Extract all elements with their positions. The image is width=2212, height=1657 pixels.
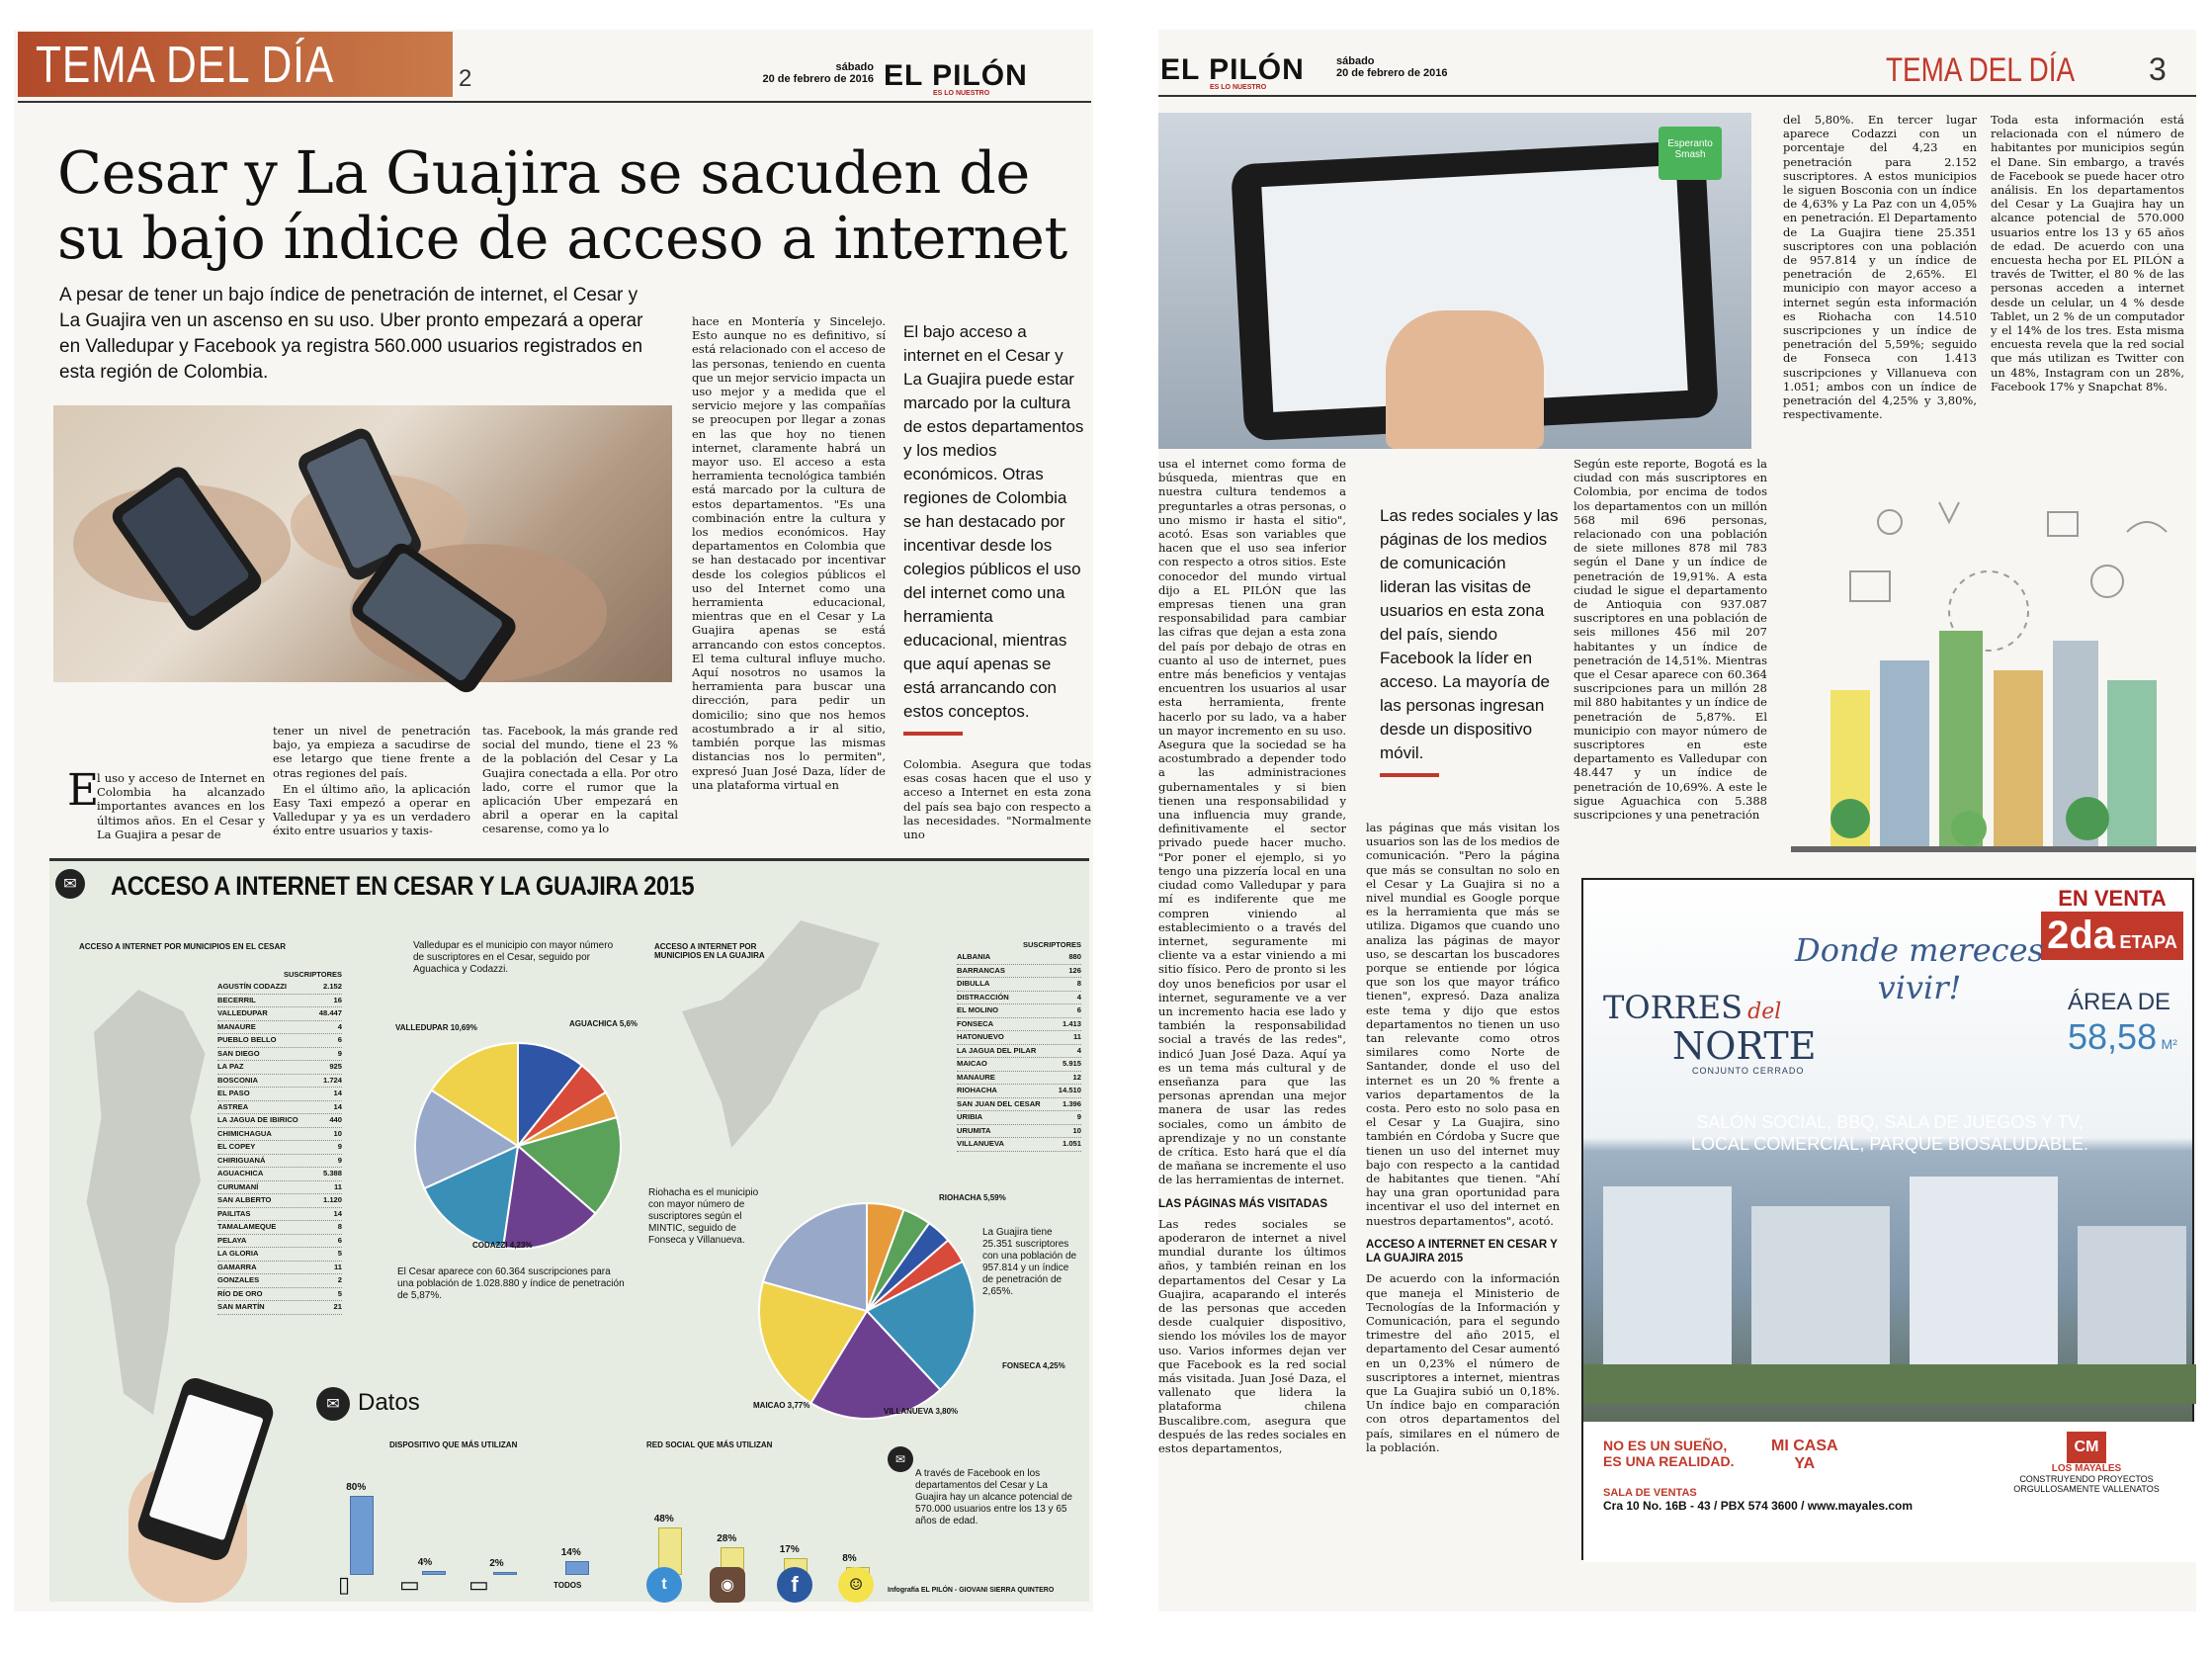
cesar-row-value: 11 (333, 1262, 342, 1271)
cesar-row-value: 11 (333, 1181, 342, 1191)
cesar-row (217, 1288, 342, 1302)
cesar-row-name: AGUSTÍN CODAZZI (217, 982, 288, 991)
tablet-photo (1158, 113, 1751, 449)
facebook-note-icon: ✉ (888, 1446, 913, 1472)
ad-area-label: ÁREA DE (2068, 989, 2171, 1015)
guajira-row-value: 4 (1076, 992, 1081, 1002)
ad-sales (1603, 1487, 1979, 1513)
facebook-note: A través de Facebook en los departamentos del Cesar y La Guajira hay un alcance potencial de 570.000 usuarios entre los 13 y 65 años de edad. (915, 1468, 1072, 1526)
cesar-row-value: 10 (333, 1128, 342, 1138)
cesar-row-value: 6 (337, 1035, 342, 1044)
body-col-2-para-1: tener un nivel de penetración bajo, ya empieza a sacudirse de ese letargo que tiene frente a otras regiones del país. (273, 724, 470, 780)
cesar-row-value: 6 (337, 1235, 342, 1245)
ad-bottom (1583, 1422, 2196, 1562)
cesar-row-value: 2 (337, 1275, 342, 1284)
right-col-3 (1574, 457, 1767, 878)
ad-micasa-2: YA (1794, 1455, 1816, 1472)
cesar-row-name: BOSCONIA (217, 1075, 258, 1085)
body-col-3-text: tas. Facebook, la más grande red social del mundo, tiene el 23 % de la población del Cesar y La Guajira conectada a ella. Por otro lado, corre el rumor que la aplicación Uber empezará en abril a operar en la capital cesarense, como ya lo (482, 724, 678, 836)
cesar-row-name: CURUMANÍ (217, 1181, 259, 1191)
guajira-row (957, 1045, 1081, 1059)
real-estate-ad (1581, 878, 2194, 1560)
cesar-row (217, 1235, 342, 1249)
date-full: 20 de febrero de 2016 (762, 73, 874, 85)
cesar-header: ACCESO A INTERNET POR MUNICIPIOS EN EL CESAR (79, 942, 287, 951)
device-title: DISPOSITIVO QUE MÁS UTILIZAN (389, 1440, 518, 1449)
device-bar-label: 14% (560, 1547, 581, 1558)
page-number-right: 3 (2149, 51, 2167, 87)
ad-builder-box (1983, 1432, 2190, 1494)
right-page (1158, 30, 2196, 1612)
guajira-row (957, 1004, 1081, 1018)
guajira-row-value: 880 (1068, 952, 1081, 961)
guajira-row (957, 1018, 1081, 1032)
device-bar-celular (350, 1496, 374, 1575)
cesar-row-value: 14 (333, 1208, 342, 1218)
body-col-1-text: l uso y acceso de Internet en Colombia ha alcanzado importantes avances en los últimos años. En el Cesar y La Guajira a pesar de (97, 771, 265, 841)
guajira-row-value: 1.396 (1062, 1098, 1081, 1108)
cesar-row-name: CHIRIGUANÁ (217, 1155, 266, 1165)
social-icons (638, 1567, 890, 1605)
right-col-5-text: Toda esta información está relacionada con el número de habitantes por municipios según el Dane. Sin embargo, a través de Facebook se puede hacer otro análisis. En los departamentos del Cesar y La Guajira hay un alcance potencial de 570.000 usuarios entre los 13 y 65 años de edad. De acuerdo con una encuesta hecha por EL PILÓN a través de Twitter, el 80 % de las personas acceden a internet desde un celular, un 4 % desde Tablet, un 2 % de un computador y el 14% de los tres. Esta misma encuesta revela que la red social que más utilizan es Twitter con un 48%, Instagram con un 28%, Facebook 17% y Snapchat 8%. (1991, 113, 2184, 393)
cesar-row (217, 1155, 342, 1169)
pull-quote-rule (903, 732, 963, 736)
guajira-row-name: URUMITA (957, 1125, 991, 1135)
social-bar-chart (638, 1452, 890, 1575)
hand-phone-illustration (119, 1375, 267, 1593)
body-col-4-text: hace en Montería y Sincelejo. Esto aunque no es definitivo, sí está relacionado con el acceso de las personas, teniendo en cuenta que un mejor servicio impacta un uso mejor y a medida que el servicio mejore y las compañías se preocupen por llegar a zonas en las que hoy no tienen internet, claramente habrá un mayor uso. El acceso a esta herramienta tecnológica también está marcado por la cultura de estos departamentos. "Es una combinación entre la cultura y los medios económicos. Hay departamentos en Colombia que se han destacado por incentivar desde los colegios públicos el uso del Internet como una herramienta educacional, mientras que en el Cesar y La Guajira apenas se está arrancando con estos conceptos. El tema cultural influye mucho. Aquí nosotros no usamos la herramienta para buscar una dirección, para pedir un domicilio; sino que nos hemos acostumbrado a ir al sitio, también porque las mismas distancias nos lo permiten", expresó Juan José Daza, líder de una plataforma virtual en (692, 314, 886, 792)
lede: A pesar de tener un bajo índice de penetración de internet, el Cesar y La Guajira ven un ascenso en su uso. Uber pronto empezará a operar en Valledupar y Facebook ya registra 560.000 usuarios registrados en esta región de Colombia. (59, 285, 643, 383)
guajira-pie-chart (753, 1197, 980, 1425)
device-bar-chart (326, 1452, 613, 1575)
twitter-icon: t (646, 1567, 682, 1603)
facebook-icon: f (777, 1567, 812, 1603)
cesar-list (217, 970, 342, 1315)
guajira-pie-label-maicao: MAICAO 3,77% (753, 1401, 810, 1410)
guajira-row-name: RIOHACHA (957, 1086, 997, 1094)
cesar-row-value: 5.388 (322, 1169, 342, 1177)
guajira-row-name: LA JAGUA DEL PILAR (957, 1045, 1037, 1055)
guajira-row-value: 5.915 (1062, 1059, 1081, 1068)
cesar-row-name: ASTREA (217, 1101, 249, 1111)
ad-dream (1603, 1438, 1735, 1469)
guajira-row-value: 10 (1072, 1125, 1081, 1135)
guajira-row (957, 1098, 1081, 1112)
guajira-row (957, 1125, 1081, 1139)
pull-quote-text: El bajo acceso a internet en el Cesar y La Guajira puede estar marcado por la cultura de estos departamentos y los medios económicos. Otras regiones de Colombia se han destacado por incentivar desde los colegios públicos el uso del internet como una herramienta educacional, mientras que aquí apenas se está arrancando con estos conceptos. (903, 322, 1084, 721)
ad-builder-tag: CONSTRUYENDO PROYECTOS ORGULLOSAMENTE VALLENATOS (2013, 1474, 2160, 1494)
ad-amenities-2: LOCAL COMERCIAL, PARQUE BIOSALUDABLE. (1690, 1134, 2089, 1154)
device-bar-label: 4% (417, 1557, 433, 1568)
section-title-right: TEMA DEL DÍA (1886, 51, 2076, 89)
guajira-list (957, 940, 1081, 1152)
cesar-row-value: 1.120 (322, 1195, 342, 1204)
guajira-row-value: 11 (1072, 1032, 1081, 1041)
snapchat-icon: ☺ (838, 1567, 874, 1603)
cesar-row (217, 1034, 342, 1048)
cesar-row (217, 1141, 342, 1155)
body-col-3 (482, 724, 678, 852)
cesar-row-value: 8 (337, 1222, 342, 1231)
cesar-row-name: PUEBLO BELLO (217, 1035, 277, 1044)
social-bar-label: 17% (779, 1544, 800, 1555)
cesar-row (217, 1088, 342, 1101)
cesar-row-value: 16 (333, 995, 342, 1004)
cesar-row (217, 1007, 342, 1021)
page-number: 2 (459, 65, 472, 92)
guajira-subs-label: SUSCRIPTORES (1022, 940, 1081, 949)
cesar-row (217, 1168, 342, 1181)
cesar-row-name: GAMARRA (217, 1262, 257, 1271)
body-col-1 (97, 771, 265, 850)
city-illustration (1791, 463, 2196, 878)
paper-logo: EL PILÓN (884, 59, 1028, 92)
ad-area (2068, 989, 2186, 1058)
guajira-row-name: URIBIA (957, 1112, 983, 1121)
ad-micasa (1771, 1438, 1838, 1473)
body-col-2 (273, 724, 470, 852)
datos-icon: ✉ (316, 1387, 350, 1421)
headline-line-2: su bajo índice de acceso a internet (57, 204, 1067, 272)
guajira-header: ACCESO A INTERNET POR MUNICIPIOS EN LA GUAJIRA (654, 942, 765, 960)
cesar-row (217, 995, 342, 1008)
infographic-title: ACCESO A INTERNET EN CESAR Y LA GUAJIRA 2015 (111, 871, 695, 901)
guajira-row (957, 1111, 1081, 1125)
right-col-1-text-b: Las redes sociales se apoderaron de internet a nivel mundial durante los últimos años, y también reinan en los departamentos del Cesar y La Guajira, acaparando el interés de las personas que acceden desde cualquier dispositivo, siendo los móviles los de mayor uso. Varios informes dejan ver que Facebook es la red social más visitada. Juan José Daza, el vallenato que lidera la plataforma chilena Buscalibre.com, asegura que después de las redes sociales en estos departamentos, (1158, 1216, 1346, 1456)
headline-line-1: Cesar y La Guajira se sacuden de (57, 138, 1030, 207)
guajira-pie-label-fonseca: FONSECA 4,25% (1002, 1361, 1065, 1370)
date-day: sábado (835, 61, 874, 73)
guajira-pie-label-riohacha: RIOHACHA 5,59% (939, 1193, 1006, 1202)
pull-quote-2 (1380, 504, 1560, 801)
cesar-row-value: 1.724 (322, 1075, 342, 1085)
cesar-row (217, 1181, 342, 1195)
right-col-4-text: del 5,80%. En tercer lugar aparece Codazzi con un porcentaje del 4,23 en penetración para 2.152 suscriptores. A estos municipios le siguen Bosconia con un índice de 4,63% y La Paz con un 4,05% en penetración. El Departamento de La Guajira tiene 25.351 suscriptores con una población de 957.814 y un índice de penetración de 2,65%. El municipio con mayor acceso a internet según esta información es Riohacha con 14.510 suscripciones y un índice de penetración del 5,59%; seguido de Fonseca con 1.413 suscripciones y Villanueva con 1.051; ambos con un índice de penetración del 4,25% y 3,80%, respectivamente. (1783, 113, 1977, 422)
pull-quote-2-rule (1380, 773, 1439, 777)
cesar-row-value: 9 (337, 1155, 342, 1165)
ad-amenities (1643, 1111, 2137, 1155)
phone-icon: ▯ (338, 1573, 351, 1598)
guajira-row (957, 1072, 1081, 1086)
guajira-row (957, 1031, 1081, 1045)
paper-tagline-right: ES LO NUESTRO (1210, 84, 1267, 91)
guajira-rows (957, 951, 1081, 1152)
guajira-row (957, 1085, 1081, 1098)
cesar-row-value: 48.447 (318, 1008, 342, 1017)
date-full-right: 20 de febrero de 2016 (1336, 67, 1448, 79)
right-col-3-text: Según este reporte, Bogotá es la ciudad con más suscriptores en Colombia, por encima de todos los departamentos con un millón 568 mil 696 personas, relacionado con una población de siete millones 878 mil 783 según el Dane y un índice de penetración de 19,91%. A esta ciudad le sigue el departamento de Antioquia con 937.087 suscriptores en una población de seis millones 456 mil 207 habitantes y un índice de penetración de 14,51%. Mientras que el Cesar aparece con 60.364 suscripciones para un millón 28 mil 880 habitantes y un índice de penetración de 5,87%. El municipio con mayor número de suscriptores en este departamento es Valledupar con 48.447 y un índice de penetración de 10,69%. A este le sigue Aguachica con 5.388 suscripciones y una penetración (1574, 457, 1767, 823)
guajira-row-name: BARRANCAS (957, 965, 1005, 975)
guajira-row-name: MAICAO (957, 1059, 987, 1068)
laptop-icon: ▭ (399, 1573, 420, 1598)
cesar-pie-chart (409, 1037, 627, 1255)
guajira-row (957, 965, 1081, 979)
cesar-row (217, 1075, 342, 1089)
cesar-row-name: LA PAZ (217, 1062, 244, 1071)
cesar-row-value: 4 (337, 1021, 342, 1031)
cesar-subs-label: SUSCRIPTORES (283, 970, 342, 979)
cesar-row-name: SAN ALBERTO (217, 1195, 272, 1204)
guajira-pie-note: Riohacha es el municipio con mayor número de suscriptores según el MINTIC, seguido de Fonseca y Villanueva. (648, 1187, 759, 1246)
ad-sales-label: SALA DE VENTAS (1603, 1487, 1697, 1499)
infographic-icon: ✉ (55, 869, 85, 899)
masthead (706, 59, 1091, 99)
cesar-row (217, 1021, 342, 1035)
guajira-row (957, 978, 1081, 992)
guajira-row (957, 1058, 1081, 1072)
cesar-row-value: 14 (333, 1089, 342, 1097)
body-col-5 (903, 757, 1091, 852)
cesar-row-name: SAN DIEGO (217, 1048, 260, 1058)
guajira-row (957, 951, 1081, 965)
cesar-row-name: LA GLORIA (217, 1249, 259, 1258)
infographic (49, 858, 1089, 1602)
ad-slogan-line-2: vivir! (1877, 969, 1962, 1006)
cesar-row-name: SAN MARTÍN (217, 1302, 265, 1311)
guajira-row (957, 992, 1081, 1005)
cesar-pie-label-valledupar: VALLEDUPAR 10,69% (395, 1023, 477, 1032)
instagram-icon: ◉ (710, 1567, 745, 1603)
phones-illustration (53, 405, 672, 682)
social-bar-label: 8% (842, 1553, 857, 1564)
right-col-2-text: las páginas que más visitan los usuarios son las de los medios de comunicación. "Pero la página que más se consultan no solo en el Cesar y La Guajira si no a nivel mundial es Google porque es la herramienta que más se utiliza. Digamos que cuando uno analiza las páginas de mayor uso, se descartan los buscadores porque se entiende por lógica que son los que mayor tráfico tienen", expresó. Daza analiza este tema y dijo que estos departamentos no tienen un uso tan relevante como otros similares como Norte de Santander, donde el uso del internet es un 20 % frente a varios departamentos de la costa. Pero esto no solo pasa en el Cesar y La Guajira, sino también en Córdoba y Sucre que tienen un uso del internet muy bajo con respecto a la cantidad de habitantes que tienen. "Ahí hay una gran oportunidad para incentivar el uso del internet en nuestros departamentos", acotó. (1366, 821, 1560, 1228)
ad-brand-2: NORTE (1672, 1024, 1817, 1068)
guajira-row-value: 1.051 (1062, 1139, 1081, 1148)
device-bar-label: 2% (489, 1558, 504, 1569)
body-col-4 (692, 314, 886, 854)
cesar-row-name: RÍO DE ORO (217, 1288, 263, 1298)
ad-sale-line-1: EN VENTA (2058, 886, 2167, 911)
paper-logo-right: EL PILÓN (1160, 53, 1305, 86)
ad-area-value: 58,58 (2068, 1016, 2158, 1057)
tablet-badge: Esperanto Smash (1659, 127, 1722, 180)
body-col-2-para-2: En el último año, la aplicación Easy Taxi empezó a operar en Valledupar y ya es un verdadero éxito entre usuarios y taxis- (273, 781, 470, 838)
right-col-5 (1991, 113, 2184, 482)
phones-photo (53, 405, 672, 682)
device-icons (330, 1573, 617, 1603)
right-col-2-text-b: De acuerdo con la información que maneja el Ministerio de Tecnologías de la Información y Comunicación, para el segundo trimestre del año 2015, el departamento del Cesar aumentó en un 0,23% el número de suscriptores a internet, mientras que La Guajira subió un 0,18%. Un índice bajo en comparación con otros departamentos del país, similares en el número de la población. (1366, 1271, 1560, 1454)
social-title: RED SOCIAL QUE MÁS UTILIZAN (646, 1440, 773, 1449)
cesar-row-name: BECERRIL (217, 995, 256, 1004)
pull-quote-2-text: Las redes sociales y las páginas de los medios de comunicación lideran las visitas de usuarios en esta zona del país, siendo Facebook la líder en acceso. La mayoría de las personas ingresan desde un dispositivo móvil. (1380, 506, 1559, 762)
cesar-row (217, 1194, 342, 1208)
guajira-total-note: La Guajira tiene 25.351 suscriptores con una población de 957.814 y un índice de penetración de 2,65%. (982, 1227, 1077, 1297)
headline (57, 140, 1085, 271)
dropcap: E (67, 765, 100, 816)
guajira-row-value: 14.510 (1058, 1086, 1081, 1094)
device-todos-label: TODOS (553, 1581, 582, 1590)
masthead-right (1158, 53, 1514, 93)
cesar-row-name: AGUACHICA (217, 1169, 264, 1177)
right-col-1-text: usa el internet como forma de búsqueda, mientras que en nuestra cultura tendemos a preguntarles a otras personas, o uno mismo ir hasta el sitio", acotó. Esas son variables que hacen que el uso sea inferior con respecto a otros sitios. Este conocedor del mundo virtual dijo a EL PILÓN que las empresas tienen una gran responsabilidad para cambiar las cifras que dejan a esta zona del país por debajo de otras en cuanto al uso de internet, pues entre más beneficios y ventajas encuentren los usuarios al usar esta herramienta, frente hacerlo por su lado, va a haber un mayor incremento en su uso. Asegura que la sociedad se ha acostumbrado a depender todo a las administraciones gubernamentales y si bien tienen una responsabilidad y una influencia muy grande, definitivamente el sector privado puede hacer mucho. "Por poner el ejemplo, si yo tengo una pizzería local en una ciudad como Valledupar y para mí es indiferente que me compren viniendo al establecimiento o a través del internet, seguramente mi cliente va a estar viniendo a mi sitio físico. Pero de pronto si les doy unos beneficios por usar el internet, seguramente ve a ver un incremento hacia ese lado y también la responsabilidad social a través de las redes", indicó Juan José Daza. Aquí ya es un tema más cultural y de enseñanza para que las personas aprendan una mejor manera de usar las redes sociales, como un ámbito de aprendizaje y no un constante de crítica. Esto hará que el día de mañana se incremente el uso de las herramientas de internet. (1158, 457, 1346, 1187)
cesar-row-value: 9 (337, 1142, 342, 1151)
tablet-icon: ▭ (468, 1573, 489, 1598)
right-col-2-subhead: ACCESO A INTERNET EN CESAR Y LA GUAJIRA 2015 (1366, 1238, 1558, 1265)
cesar-row-value: 5 (337, 1288, 342, 1298)
ad-area-unit: M² (2161, 1036, 2177, 1052)
guajira-row-name: DISTRACCIÓN (957, 992, 1009, 1002)
guajira-row-value: 9 (1076, 1112, 1081, 1121)
ad-amenities-1: SALÓN SOCIAL, BBQ, SALA DE JUEGOS Y TV, (1696, 1112, 2084, 1132)
pull-quote (903, 320, 1085, 745)
guajira-pie-label-villanueva: VILLANUEVA 3,80% (884, 1407, 959, 1416)
ad-sale-line-3: ETAPA (2119, 932, 2177, 952)
cesar-row (217, 1248, 342, 1262)
guajira-row-name: SAN JUAN DEL CESAR (957, 1098, 1041, 1108)
ad-brand-del: del (1747, 1000, 1782, 1024)
guajira-row-value: 8 (1076, 979, 1081, 988)
cesar-pie-label-codazzi: CODAZZI 4,23% (472, 1241, 533, 1250)
guajira-row-name: HATONUEVO (957, 1032, 1004, 1041)
social-bar-label: 48% (653, 1514, 674, 1525)
cesar-row (217, 1262, 342, 1275)
cesar-row (217, 1061, 342, 1075)
device-bar-label: 80% (346, 1482, 367, 1493)
ad-builder-logo: CM (2067, 1432, 2106, 1463)
cesar-total-note: El Cesar aparece con 60.364 suscripciones para una población de 1.028.880 y índice de penetración de 5,87%. (397, 1266, 625, 1301)
cesar-row-value: 9 (337, 1048, 342, 1058)
left-page (14, 30, 1093, 1612)
ad-dream-2: ES UNA REALIDAD. (1603, 1453, 1735, 1469)
cesar-row-value: 21 (333, 1302, 342, 1311)
cesar-row (217, 1128, 342, 1142)
rule (18, 101, 1091, 103)
ad-buildings (1583, 1167, 2196, 1404)
guajira-row-value: 6 (1076, 1005, 1081, 1014)
ad-sale-badge (2038, 886, 2186, 960)
section-title: TEMA DEL DÍA (36, 37, 335, 94)
date-day-right: sábado (1336, 55, 1375, 67)
cesar-row-value: 925 (329, 1062, 342, 1071)
ad-brand-sub: CONJUNTO CERRADO (1692, 1066, 1805, 1076)
cesar-row-name: PAILITAS (217, 1208, 251, 1218)
cesar-map (79, 990, 227, 1415)
cesar-row-value: 2.152 (322, 982, 342, 991)
guajira-row-value: 126 (1068, 965, 1081, 975)
cesar-row-name: EL PASO (217, 1089, 250, 1097)
guajira-row-value: 1.413 (1062, 1018, 1081, 1028)
cesar-row-name: TAMALAMEQUE (217, 1222, 277, 1231)
datos-title: Datos (358, 1389, 420, 1416)
right-col-1 (1158, 457, 1346, 1456)
cesar-row-name: CHIMICHAGUA (217, 1128, 272, 1138)
cesar-pie-note: Valledupar es el municipio con mayor número de suscriptores en el Cesar, seguido por Aguachica y Codazzi. (413, 940, 614, 975)
cesar-row (217, 1221, 342, 1235)
cesar-row-name: LA JAGUA DE IBIRICO (217, 1115, 298, 1124)
cesar-row (217, 1274, 342, 1288)
cesar-row-name: GONZALES (217, 1275, 260, 1284)
ad-micasa-1: MI CASA (1771, 1438, 1838, 1454)
cesar-row-value: 5 (337, 1249, 342, 1258)
cesar-row-value: 440 (329, 1115, 342, 1124)
paper-tagline: ES LO NUESTRO (933, 90, 990, 97)
ad-brand-1: TORRES (1603, 989, 1744, 1026)
infographic-credit: Infografía EL PILÓN - GIOVANI SIERRA QUINTERO (888, 1587, 1055, 1594)
cesar-row-value: 14 (333, 1101, 342, 1111)
guajira-row-name: VILLANUEVA (957, 1139, 1004, 1148)
right-col-4 (1783, 113, 1977, 482)
guajira-row-name: FONSECA (957, 1018, 994, 1028)
ad-dream-1: NO ES UN SUEÑO, (1603, 1438, 1728, 1453)
guajira-row (957, 1138, 1081, 1152)
rule-right (1158, 95, 2196, 97)
section-banner-right (1886, 47, 2194, 97)
cesar-row (217, 1048, 342, 1062)
cesar-row-name: EL COPEY (217, 1142, 256, 1151)
cesar-row (217, 1114, 342, 1128)
cesar-row-name: MANAURE (217, 1021, 256, 1031)
guajira-row-value: 4 (1076, 1045, 1081, 1055)
ad-slogan-line-1: Donde mereces (1795, 931, 2044, 969)
ad-sale-badge-block (2041, 912, 2183, 960)
right-col-2 (1366, 821, 1560, 1582)
social-bar-label: 28% (717, 1533, 737, 1544)
ad-sale-line-2: 2da (2047, 914, 2116, 957)
cesar-row (217, 1208, 342, 1222)
cesar-pie-label-aguachica: AGUACHICA 5,6% (569, 1019, 638, 1028)
right-col-1-subhead: LAS PÁGINAS MÁS VISITADAS (1158, 1197, 1328, 1210)
cesar-row (217, 1101, 342, 1115)
section-banner (18, 32, 472, 97)
ad-slogan (1781, 931, 2058, 1006)
cesar-rows (217, 981, 342, 1315)
guajira-row-name: ALBANIA (957, 952, 991, 961)
cesar-row-name: VALLEDUPAR (217, 1008, 268, 1017)
body-col-5-text: Colombia. Asegura que todas esas cosas hacen que el uso y acceso a Internet en esta zona del país sea bajo con respecto a las necesidades. "Normalmente uno (903, 757, 1091, 842)
guajira-row-name: EL MOLINO (957, 1005, 999, 1014)
cesar-row-name: PELAYA (217, 1235, 247, 1245)
cesar-row (217, 1301, 342, 1315)
guajira-row-name: DIBULLA (957, 979, 990, 988)
guajira-row-value: 12 (1072, 1072, 1081, 1082)
ad-builder: LOS MAYALES (2051, 1463, 2122, 1474)
cesar-row (217, 981, 342, 995)
ad-brand (1603, 989, 1821, 1076)
ad-address: Cra 10 No. 16B - 43 / PBX 574 3600 / www.mayales.com (1603, 1499, 1914, 1513)
guajira-row-name: MANAURE (957, 1072, 995, 1082)
